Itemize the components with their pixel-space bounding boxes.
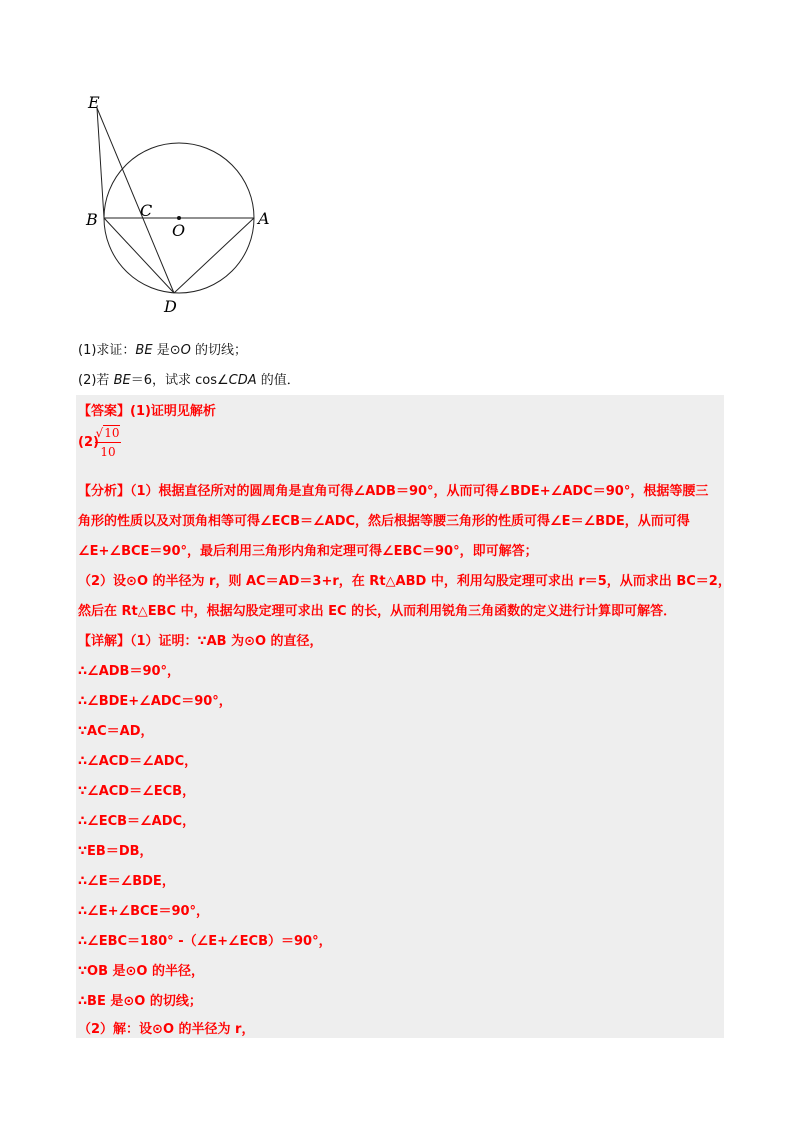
analysis-line-2: 角形的性质以及对顶角相等可得∠ECB＝∠ADC，然后根据等腰三角形的性质可得∠E＝∠BDE，从而可得 xyxy=(78,514,690,529)
detail-line-6: ∵∠ACD＝∠ECB， xyxy=(78,784,196,799)
segment-ad xyxy=(174,218,254,293)
q2-mid: ＝6，试求 cos∠ xyxy=(130,373,229,388)
q1-o: O xyxy=(180,343,191,358)
detail-line-5: ∴∠ACD＝∠ADC， xyxy=(78,754,198,769)
analysis-line-4: （2）设⊙O 的半径为 r，则 AC＝AD＝3+r，在 Rt△ABD 中，利用勾股定理可求出 r＝5，从而求出 BC＝2， xyxy=(78,574,731,589)
label-d: D xyxy=(164,297,177,316)
label-c: C xyxy=(140,201,153,220)
fraction-denominator: 10 xyxy=(100,445,116,459)
center-point xyxy=(177,216,181,220)
fraction-label: (2) xyxy=(78,435,99,450)
detail-line-9: ∴∠E＝∠BDE， xyxy=(78,874,175,889)
geometry-figure xyxy=(80,88,280,320)
detail-line-13: ∴BE 是⊙O 的切线； xyxy=(78,994,202,1009)
detail-line-8: ∵EB＝DB， xyxy=(78,844,153,859)
label-a: A xyxy=(258,209,270,228)
q2-suffix: 的值． xyxy=(256,373,300,388)
radicand: 10 xyxy=(104,426,120,440)
detail-line-4: ∵AC＝AD， xyxy=(78,724,154,739)
label-e: E xyxy=(88,93,100,112)
q1-suffix: 的切线； xyxy=(190,343,247,358)
detail-line-12: ∵OB 是⊙O 的半径， xyxy=(78,964,205,979)
segment-eb xyxy=(97,108,104,218)
q1-mid: 是⊙ xyxy=(152,343,181,358)
detail-line-1: 【详解】（1）证明：∵AB 为⊙O 的直径， xyxy=(78,634,323,649)
label-o: O xyxy=(172,221,186,240)
q2-angle: CDA xyxy=(228,373,257,388)
detail-line-11: ∴∠EBC＝180° -（∠E+∠ECB）＝90°， xyxy=(78,934,332,949)
q1-seg: BE xyxy=(135,343,153,358)
sqrt-icon: √ xyxy=(95,426,104,440)
analysis-line-1: 【分析】（1）根据直径所对的圆周角是直角可得∠ADB＝90°，从而可得∠BDE+∠ADC＝90°，根据等腰三 xyxy=(78,484,709,499)
label-b: B xyxy=(86,210,98,229)
detail-line-3: ∴∠BDE+∠ADC＝90°， xyxy=(78,694,232,709)
detail-line-7: ∴∠ECB＝∠ADC， xyxy=(78,814,196,829)
question-1 xyxy=(78,339,247,358)
analysis-line-5: 然后在 Rt△EBC 中，根据勾股定理可求出 EC 的长，从而利用锐角三角函数的定义进行计算即可解答． xyxy=(78,604,677,619)
q2-seg: BE xyxy=(113,373,131,388)
q1-prefix: (1)求证： xyxy=(78,343,136,358)
detail-line-10: ∴∠E+∠BCE＝90°， xyxy=(78,904,210,919)
analysis-line-3: ∠E+∠BCE＝90°，最后利用三角形内角和定理可得∠EBC＝90°，即可解答； xyxy=(78,544,538,559)
fraction-bar xyxy=(95,442,121,443)
q2-prefix: (2)若 xyxy=(78,373,114,388)
question-2 xyxy=(78,369,300,388)
detail-line-2: ∴∠ADB＝90°， xyxy=(78,664,181,679)
fraction-stack xyxy=(95,425,121,460)
detail-line-14: （2）解：设⊙O 的半径为 r， xyxy=(78,1022,255,1037)
answer-line: 【答案】(1)证明见解析 xyxy=(78,404,216,419)
fraction-numerator xyxy=(95,425,121,441)
segment-ed xyxy=(97,108,174,293)
circle-diagram xyxy=(80,88,280,320)
